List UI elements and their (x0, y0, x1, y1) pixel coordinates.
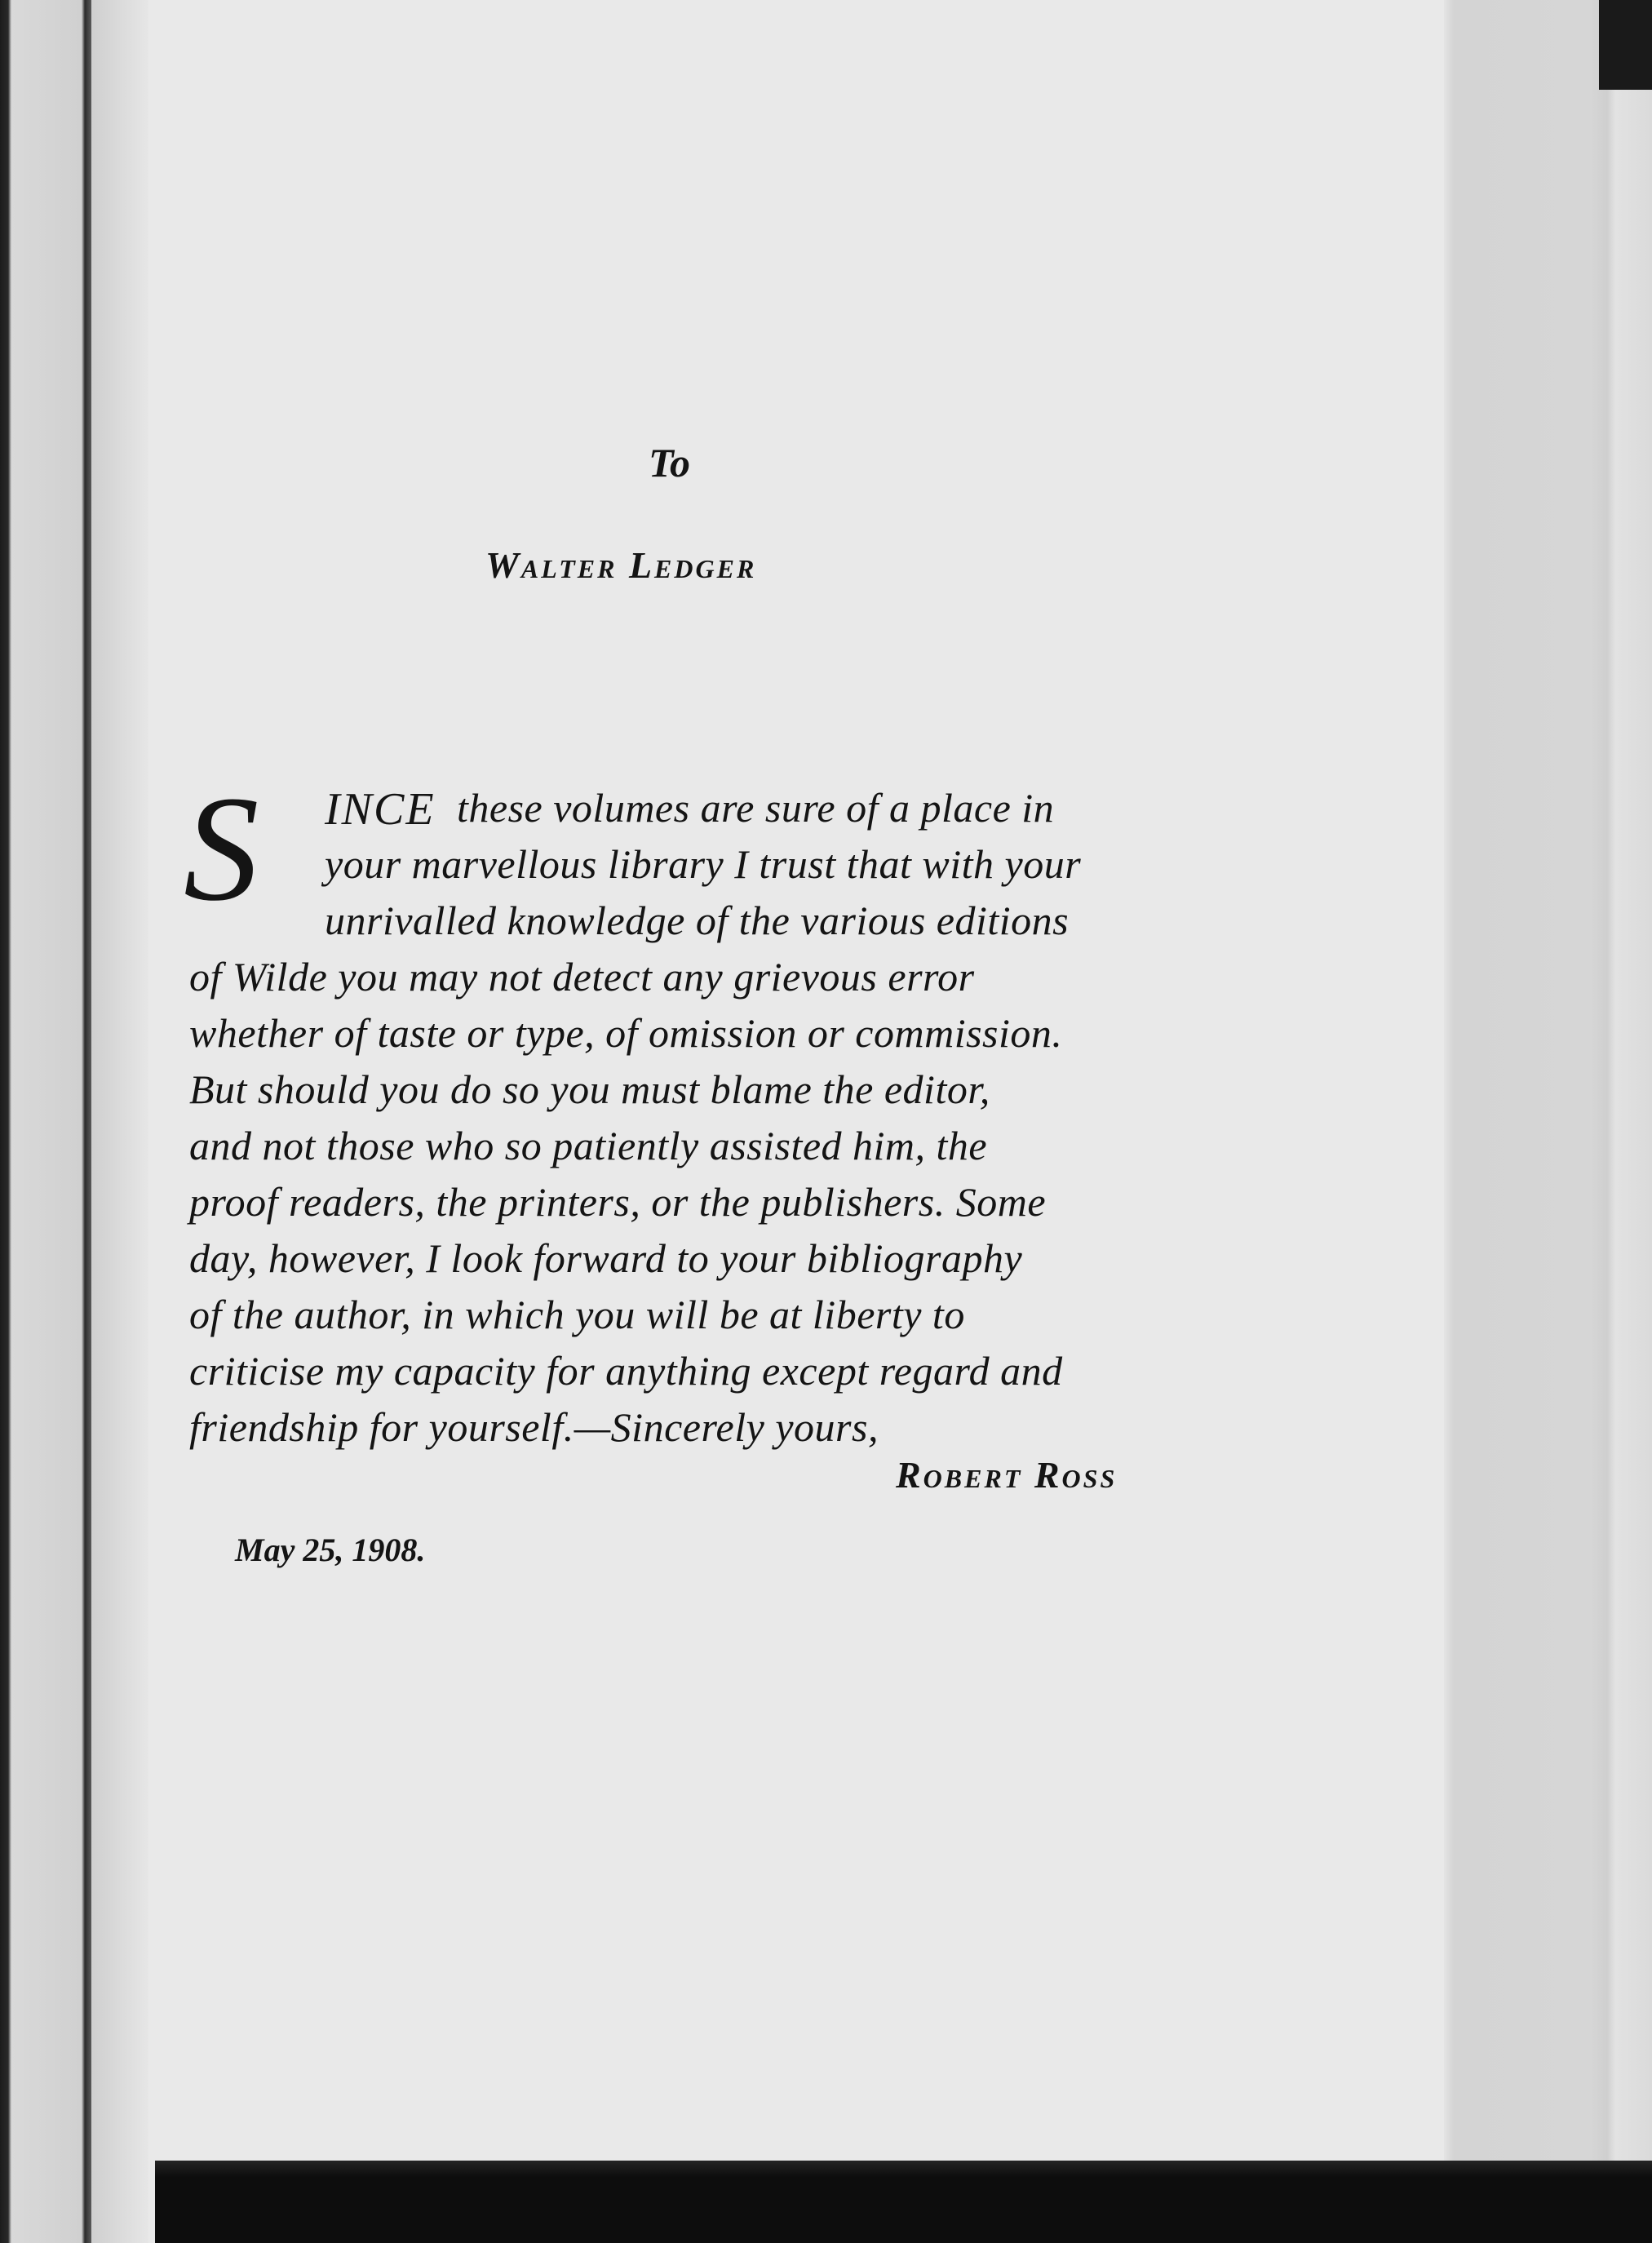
right-page-edges (1444, 0, 1652, 2243)
dedication-to: To (649, 440, 690, 485)
body-line: unrivalled knowledge of the various editions (325, 898, 1070, 943)
gutter-shadow (91, 0, 148, 2243)
dedication-recipient: Walter Ledger (485, 544, 757, 586)
left-binding-edge (0, 0, 91, 2243)
body-line: your marvellous library I trust that with your (325, 841, 1082, 887)
body-line: criticise my capacity for anything except regard and (189, 1348, 1063, 1394)
body-line: But should you do so you must blame the editor, (189, 1066, 990, 1112)
first-word: INCE (325, 784, 436, 835)
body-line: these volumes are sure of a place in (457, 785, 1055, 831)
body-line: friendship for yourself.—Sincerely yours, (189, 1404, 879, 1450)
date-line: May 25, 1908. (235, 1532, 426, 1568)
body-line: day, however, I look forward to your bibliography (189, 1235, 1023, 1281)
drop-cap: S (184, 765, 259, 933)
body-line: and not those who so patiently assisted him, the (189, 1123, 988, 1168)
body-line: of the author, in which you will be at liberty to (189, 1292, 965, 1337)
bottom-scan-edge (155, 2161, 1652, 2243)
signature: Robert Ross (896, 1454, 1118, 1496)
body-line: whether of taste or type, of omission or commission. (189, 1010, 1063, 1056)
body-line: of Wilde you may not detect any grievous error (189, 954, 975, 1000)
right-corner-shadow (1599, 0, 1652, 90)
body-line: proof readers, the printers, or the publishers. Some (189, 1179, 1047, 1225)
